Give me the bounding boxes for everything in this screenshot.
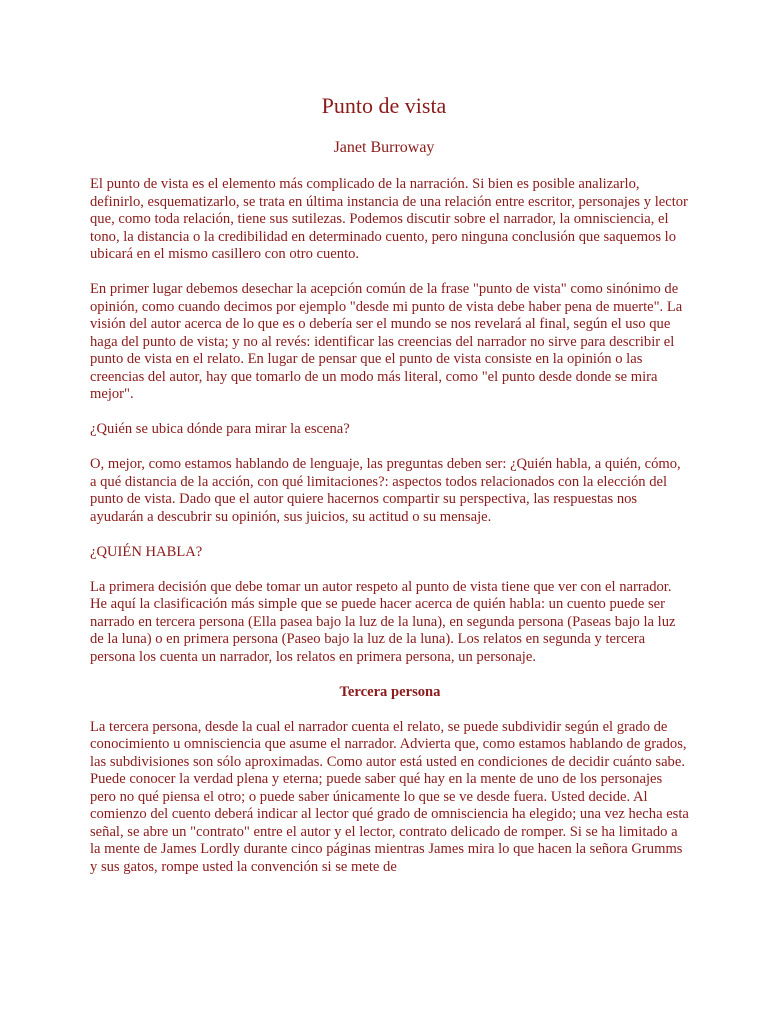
paragraph: O, mejor, como estamos hablando de lenguaje, las preguntas deben ser: ¿Quién habla, a quién, cómo, a qué distancia de la acción, con qué limitaciones?: aspectos todos relacionados con la elección del punto de vista. Dado que el autor quiere hacernos compartir su perspectiva, las respuestas nos ayudarán a descubrir su opinión, sus juicios, su actitud o su mensaje.: [90, 456, 681, 525]
document-title: Punto de vista: [321, 93, 447, 118]
paragraph: La tercera persona, desde la cual el narrador cuenta el relato, se puede subdividir según el grado de conocimiento u omnisciencia que asume el narrador. Advierta que, como estamos hablando de grados, las subdivisiones son sólo aproximadas. Como autor está usted en condiciones de decidir cuánto sabe. Puede conocer la verdad plena y eterna; puede saber qué hay en la mente de uno de los personajes pero no qué piensa el otro; o puede saber únicamente lo que se ve desde fuera. Usted decide. Al comienzo del cuento deberá indicar al lector qué grado de omnisciencia ha elegido; una vez hecha esta señal, se abre un "contrato" entre el autor y el lector, contrato delicado de romper. Si se ha limitado a la mente de James Lordly durante cinco páginas mientras James mira lo que hacen la señora Grumms y sus gatos, rompe usted la convención si se mete de: [90, 718, 689, 875]
paragraph: El punto de vista es el elemento más complicado de la narración. Si bien es posible analizarlo, definirlo, esquematizarlo, se trata en última instancia de una relación entre escritor, personajes y lector que, como toda relación, tiene sus sutilezas. Podemos discutir sobre el narrador, la omnisciencia, el tono, la distancia o la credibilidad en determinado cuento, pero ninguna conclusión que saquemos lo ubicará en el mismo casillero con otro cuento.: [90, 176, 688, 262]
paragraph: En primer lugar debemos desechar la acepción común de la frase "punto de vista" como sinónimo de opinión, como cuando decimos por ejemplo "desde mi punto de vista debe haber pena de muerte". La visión del autor acerca de lo que es o debería ser el mundo se nos revelará al final, según el uso que haga del punto de vista; y no al revés: identificar las creencias del narrador no sirve para describir el punto de vista en el relato. En lugar de pensar que el punto de vista consiste en la opinión o las creencias del autor, hay que tomarlo de un modo más literal, como "el punto desde donde se mira mejor".: [90, 281, 683, 402]
section-heading: Tercera persona: [339, 683, 441, 700]
paragraph: La primera decisión que debe tomar un autor respeto al punto de vista tiene que ver con el narrador. He aquí la clasificación más simple que se puede hacer acerca de quién habla: un cuento puede ser narrado en tercera persona (Ella pasea bajo la luz de la luna), en segunda persona (Paseas bajo la luz de la luna) o en primera persona (Paseo bajo la luz de la luna). Los relatos en segunda y tercera persona los cuenta un narrador, los relatos en primera persona, un personaje.: [90, 578, 676, 665]
document-author: Janet Burroway: [333, 139, 435, 156]
document-body: [90, 176, 690, 894]
paragraph: ¿QUIÉN HABLA?: [90, 543, 203, 560]
paragraph: ¿Quién se ubica dónde para mirar la escena?: [90, 421, 350, 437]
